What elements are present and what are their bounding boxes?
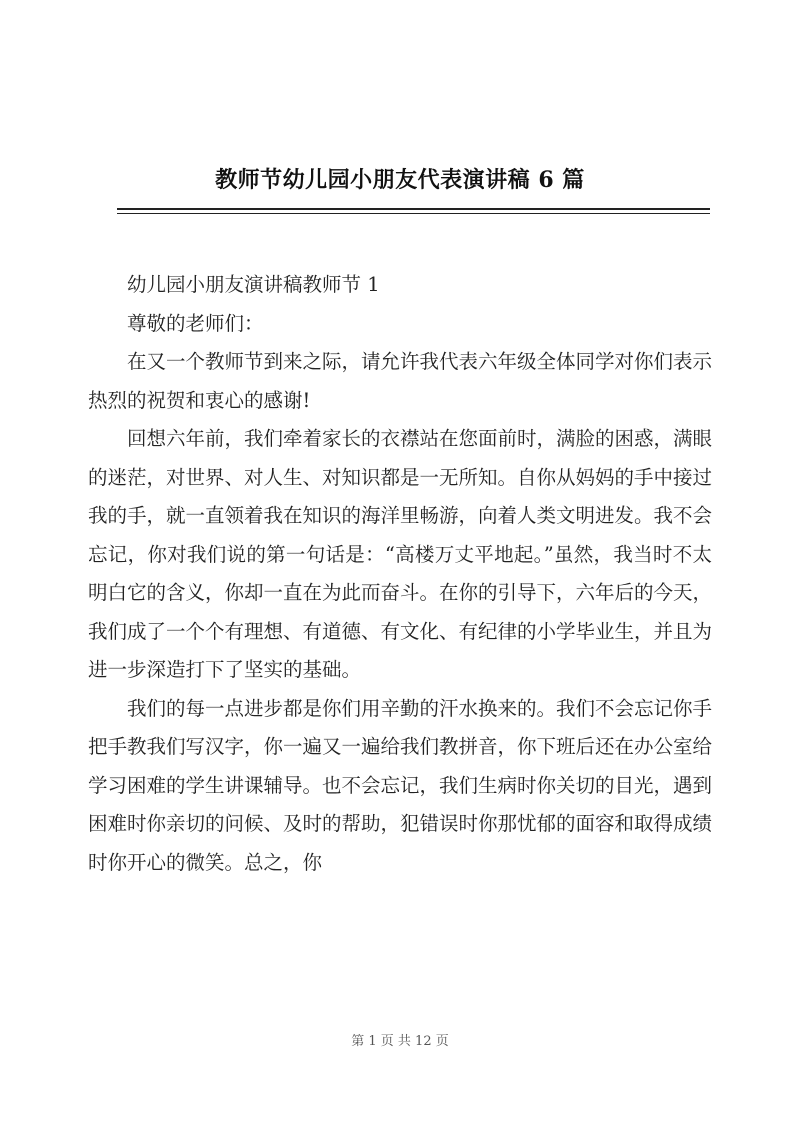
paragraph: 我们的每一点进步都是你们用辛勤的汗水换来的。我们不会忘记你手把手教我们写汉字，你一遍又一遍给我们教拼音，你下班后还在办公室给学习困难的学生讲课辅导。也不会忘记，我们生病时你关切的目光，遇到困难时你亲切的问候、及时的帮助，犯错误时你那忧郁的面容和取得成绩时你开心的微笑。总之，你	[88, 696, 713, 874]
paragraph: 回想六年前，我们牵着家长的衣襟站在您面前时，满脸的困惑，满眼的迷茫，对世界、对人生、对知识都是一无所知。自你从妈妈的手中接过我的手，就一直领着我在知识的海洋里畅游，向着人类文明进发。我不会忘记，你对我们说的第一句话是：“高楼万丈平地起。”虽然，我当时不太明白它的含义，你却一直在为此而奋斗。在你的引导下，六年后的今天，我们成了一个个有理想、有道德、有文化、有纪律的小学毕业生，并且为进一步深造打下了坚实的基础。	[88, 427, 713, 681]
title-divider	[117, 208, 710, 210]
paragraph: 在又一个教师节到来之际，请允许我代表六年级全体同学对你们表示热烈的祝贺和衷心的感谢!	[88, 350, 713, 412]
document-title: 教师节幼儿园小朋友代表演讲稿 6 篇	[215, 167, 585, 193]
salutation: 尊敬的老师们：	[127, 311, 264, 335]
document-body	[88, 266, 712, 882]
title-divider-thin	[117, 213, 710, 214]
page-footer: 第 1 页 共 12 页	[351, 1034, 449, 1049]
section-heading: 幼儿园小朋友演讲稿教师节 1	[127, 273, 380, 296]
